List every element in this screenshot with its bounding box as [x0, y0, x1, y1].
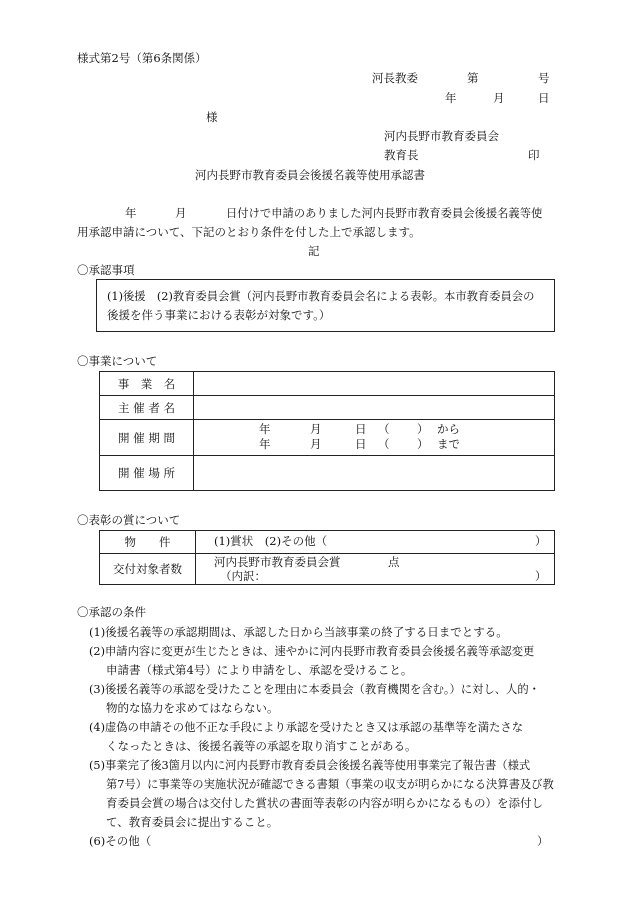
reference-prefix: 河長教委 — [372, 71, 418, 85]
event-row-organizer — [100, 396, 555, 420]
condition-5-line-4: て、教育委員会に提出すること。 — [106, 815, 279, 829]
seal-mark: 印 — [528, 148, 540, 162]
period-from-day: 日 — [355, 422, 367, 436]
addressee-sama: 様 — [206, 110, 218, 124]
approval-heading: 〇承認事項 — [77, 263, 135, 277]
period-to-paren-open: （ — [378, 437, 390, 451]
approval-box — [96, 279, 555, 332]
period-from-month: 月 — [310, 422, 322, 436]
award-item-value[interactable] — [196, 531, 555, 554]
period-from-year: 年 — [259, 422, 271, 436]
period-to-year: 年 — [259, 437, 271, 451]
award-table — [99, 530, 555, 585]
condition-5-line-3: 育委員会賞の場合は交付した賞状の書面等表彰の内容が明らかになるもの）を添付し — [106, 796, 543, 810]
period-label: 開 催 期 間 — [100, 420, 194, 456]
target-breakdown: （内訳： — [220, 569, 266, 583]
condition-3-line-1: (3)後援名義等の承認を受けたことを理由に本委員会（教育機関を含む。）に対し、人的・ — [89, 683, 540, 696]
award-item-label: 物 件 — [100, 531, 196, 554]
reference-dai: 第 — [467, 71, 479, 85]
intro-month: 月 — [175, 206, 187, 220]
conditions-heading: 〇承認の条件 — [77, 605, 146, 619]
intro-line-1: 日付けで申請のありました河内長野市教育委員会後援名義等使 — [226, 207, 543, 220]
document-title: 河内長野市教育委員会後援名義等使用承認書 — [195, 168, 425, 182]
issue-date-month: 月 — [493, 91, 505, 105]
condition-4-line-1: (4)虚偽の申請その他不正な手段により承認を受けたとき又は承認の基準等を満たさな — [89, 721, 523, 734]
issuer-title: 教育長 — [384, 148, 419, 162]
condition-2-line-2: 申請書（様式第4号）により申請をし、承認を受けること。 — [106, 663, 413, 677]
condition-5-line-2: 第7号）に事業等の実施状況が確認できる書類（事業の収支が明らかになる決算書及び教 — [106, 778, 554, 791]
condition-6-close: ） — [537, 834, 549, 848]
target-count-value[interactable] — [196, 554, 555, 585]
target-award-unit: 点 — [388, 555, 400, 569]
period-from-label: から — [437, 422, 460, 436]
condition-5-line-1: (5)事業完了後3箇月以内に河内長野市教育委員会後援名義等使用事業完了報告書（様式 — [89, 759, 531, 772]
period-value[interactable] — [194, 420, 555, 456]
issue-date-year: 年 — [445, 91, 457, 105]
condition-4-line-2: くなったときは、後援名義等の承認を取り消すことがある。 — [106, 739, 417, 753]
intro-line-2: 用承認申請について、下記のとおり条件を付した上で承認します。 — [77, 225, 421, 239]
issue-date-day: 日 — [538, 91, 550, 105]
award-item-close: ） — [535, 534, 547, 548]
form-number: 様式第2号（第6条関係） — [77, 51, 207, 65]
period-to-paren-close: ） — [417, 437, 429, 451]
reference-go: 号 — [538, 71, 550, 85]
venue-value[interactable] — [194, 456, 555, 491]
event-name-value[interactable] — [194, 372, 555, 396]
period-from-paren-close: ） — [417, 422, 429, 436]
target-count-label: 交付対象者数 — [100, 554, 196, 585]
event-row-period — [100, 420, 555, 456]
event-name-label: 事 業 名 — [100, 372, 194, 396]
target-award-name: 河内長野市教育委員会賞 — [214, 555, 341, 569]
issuer-organization: 河内長野市教育委員会 — [384, 129, 499, 143]
approval-line-1: (1)後援 (2)教育委員会賞（河内長野市教育委員会名による表彰。本市教育委員会の — [107, 290, 535, 303]
approval-line-2: 後援を伴う事業における表彰が対象です。） — [107, 308, 331, 322]
condition-6: (6)その他（ — [89, 834, 152, 848]
event-heading: 〇事業について — [77, 354, 158, 368]
event-table — [99, 371, 555, 491]
condition-2-line-1: (2)申請内容に変更が生じたときは、速やかに河内長野市教育委員会後援名義等承認変更 — [89, 645, 535, 658]
period-to-day: 日 — [355, 437, 367, 451]
period-to-month: 月 — [310, 437, 322, 451]
award-item-options: (1)賞状 (2)その他（ — [214, 534, 328, 548]
period-from-paren-open: （ — [378, 422, 390, 436]
condition-3-line-2: 物的な協力を求めてはならない。 — [106, 701, 279, 715]
ki-marker: 記 — [308, 244, 320, 258]
organizer-value[interactable] — [194, 396, 555, 420]
intro-year: 年 — [125, 206, 137, 220]
target-breakdown-close: ） — [535, 569, 547, 583]
venue-label: 開 催 場 所 — [100, 456, 194, 491]
event-row-name — [100, 372, 555, 396]
period-to-label: まで — [437, 437, 460, 451]
organizer-label: 主 催 者 名 — [100, 396, 194, 420]
award-row-item — [100, 531, 555, 554]
award-heading: 〇表彰の賞について — [77, 513, 181, 527]
condition-1: (1)後援名義等の承認期間は、承認した日から当該事業の終了する日までとする。 — [89, 625, 508, 639]
award-row-target — [100, 554, 555, 585]
event-row-venue — [100, 456, 555, 491]
